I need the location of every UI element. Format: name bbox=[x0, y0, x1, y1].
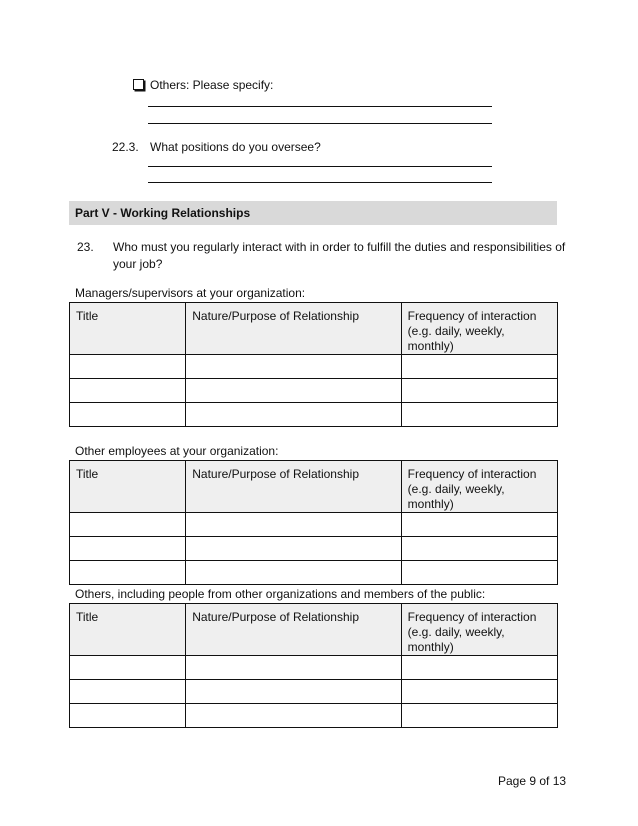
header-nature: Nature/Purpose of Relationship bbox=[186, 604, 401, 656]
header-nature: Nature/Purpose of Relationship bbox=[186, 303, 401, 355]
nature-cell[interactable] bbox=[186, 403, 401, 427]
page-number: Page 9 of 13 bbox=[498, 774, 567, 788]
nature-cell[interactable] bbox=[186, 656, 401, 680]
table-row bbox=[70, 561, 558, 585]
frequency-cell[interactable] bbox=[401, 561, 557, 585]
table-row bbox=[70, 656, 558, 680]
section-header-bar bbox=[69, 201, 557, 225]
others-checkbox[interactable] bbox=[133, 79, 144, 90]
frequency-cell[interactable] bbox=[401, 403, 557, 427]
title-cell[interactable] bbox=[70, 704, 186, 728]
title-cell[interactable] bbox=[70, 537, 186, 561]
header-title: Title bbox=[70, 303, 186, 355]
nature-cell[interactable] bbox=[186, 680, 401, 704]
question-22-3-text: What positions do you oversee? bbox=[150, 140, 321, 154]
employees-table bbox=[69, 460, 558, 585]
section-title: Part V - Working Relationships bbox=[75, 206, 251, 220]
table-row bbox=[70, 403, 558, 427]
title-cell[interactable] bbox=[70, 355, 186, 379]
others-answer-line-1[interactable] bbox=[148, 106, 492, 107]
title-cell[interactable] bbox=[70, 513, 186, 537]
nature-cell[interactable] bbox=[186, 704, 401, 728]
others-answer-line-2[interactable] bbox=[148, 123, 492, 124]
others-label: Others: Please specify: bbox=[150, 78, 274, 92]
frequency-cell[interactable] bbox=[401, 379, 557, 403]
positions-answer-line-2[interactable] bbox=[148, 182, 492, 183]
header-nature: Nature/Purpose of Relationship bbox=[186, 461, 401, 513]
header-title: Title bbox=[70, 604, 186, 656]
title-cell[interactable] bbox=[70, 403, 186, 427]
nature-cell[interactable] bbox=[186, 513, 401, 537]
question-23-number: 23. bbox=[77, 240, 94, 254]
nature-cell[interactable] bbox=[186, 379, 401, 403]
table-header-row bbox=[70, 303, 558, 355]
header-frequency: Frequency of interaction (e.g. daily, weekly, monthly) bbox=[401, 461, 557, 513]
positions-answer-line-1[interactable] bbox=[148, 166, 492, 167]
frequency-cell[interactable] bbox=[401, 704, 557, 728]
header-frequency: Frequency of interaction (e.g. daily, weekly, monthly) bbox=[401, 303, 557, 355]
table-1-caption: Managers/supervisors at your organization: bbox=[75, 286, 306, 300]
title-cell[interactable] bbox=[70, 656, 186, 680]
title-cell[interactable] bbox=[70, 680, 186, 704]
header-title: Title bbox=[70, 461, 186, 513]
frequency-cell[interactable] bbox=[401, 537, 557, 561]
table-header-row bbox=[70, 461, 558, 513]
nature-cell[interactable] bbox=[186, 561, 401, 585]
managers-table bbox=[69, 302, 558, 427]
frequency-cell[interactable] bbox=[401, 656, 557, 680]
table-header-row bbox=[70, 604, 558, 656]
others-table bbox=[69, 603, 558, 728]
title-cell[interactable] bbox=[70, 379, 186, 403]
table-row bbox=[70, 355, 558, 379]
question-23-line-1: Who must you regularly interact with in order to fulfill the duties and responsibilities of bbox=[113, 240, 566, 254]
table-row bbox=[70, 537, 558, 561]
frequency-cell[interactable] bbox=[401, 680, 557, 704]
table-row bbox=[70, 680, 558, 704]
table-row bbox=[70, 379, 558, 403]
table-3-caption: Others, including people from other organizations and members of the public: bbox=[75, 587, 486, 601]
title-cell[interactable] bbox=[70, 561, 186, 585]
nature-cell[interactable] bbox=[186, 355, 401, 379]
frequency-cell[interactable] bbox=[401, 513, 557, 537]
question-23-line-2: your job? bbox=[113, 257, 163, 271]
question-22-3-number: 22.3. bbox=[112, 140, 139, 154]
nature-cell[interactable] bbox=[186, 537, 401, 561]
table-2-caption: Other employees at your organization: bbox=[75, 444, 279, 458]
frequency-cell[interactable] bbox=[401, 355, 557, 379]
table-row bbox=[70, 513, 558, 537]
table-row bbox=[70, 704, 558, 728]
header-frequency: Frequency of interaction (e.g. daily, weekly, monthly) bbox=[401, 604, 557, 656]
